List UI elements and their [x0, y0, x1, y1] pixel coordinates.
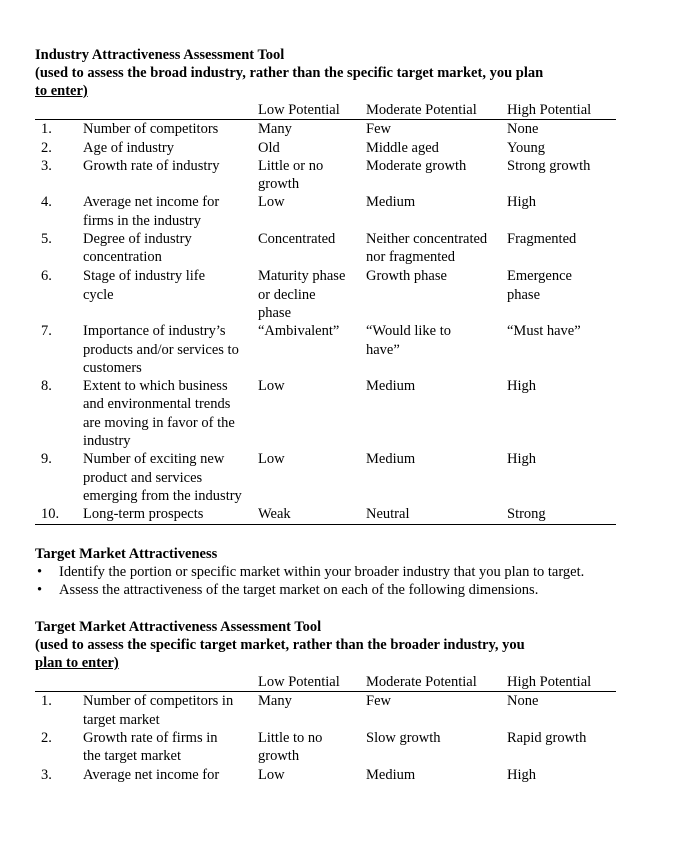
row-moderate: Neither concentrated nor fragmented	[366, 231, 488, 266]
row-low: Concentrated	[258, 231, 336, 248]
list-item: • Assess the attractiveness of the target market on each of the following dimensions.	[59, 581, 610, 599]
table-row	[35, 157, 616, 194]
row-high: “Must have”	[507, 323, 581, 340]
header-moderate-potential: Moderate Potential	[366, 101, 507, 120]
row-number: 1.	[41, 693, 52, 710]
table-row	[35, 505, 616, 524]
row-moderate: Few	[366, 121, 391, 138]
row-moderate: Medium	[366, 766, 416, 783]
row-moderate: Few	[366, 693, 391, 710]
row-high: High	[507, 378, 536, 395]
row-low: Low	[258, 378, 285, 395]
row-high: Strong	[507, 505, 616, 524]
header-high-potential: High Potential	[507, 673, 616, 692]
row-number: 3.	[41, 157, 52, 174]
row-low: Many	[258, 121, 292, 138]
row-moderate: Moderate growth	[366, 157, 467, 174]
table-row	[35, 377, 616, 450]
row-low: Low	[258, 194, 285, 211]
row-number: 7.	[41, 323, 52, 340]
row-high: Emergence phase	[507, 268, 572, 303]
table-row	[35, 120, 616, 139]
row-moderate: Growth phase	[366, 268, 447, 285]
row-criterion: Stage of industry life cycle	[83, 268, 206, 303]
row-number: 9.	[41, 451, 52, 468]
row-number: 6.	[41, 268, 52, 285]
row-low: Little or no growth	[258, 157, 324, 193]
row-criterion: Number of exciting new product and services emerging from the industry	[83, 451, 242, 504]
row-criterion: Extent to which business and environmental trends are moving in favor of the industry	[83, 378, 235, 450]
table-row	[35, 450, 616, 505]
row-low: Maturity phase or decline phase	[258, 268, 346, 321]
row-high: Rapid growth	[507, 730, 587, 747]
row-low: Low	[258, 766, 285, 783]
row-moderate: Medium	[366, 194, 416, 211]
row-criterion: Average net income for	[83, 766, 220, 783]
table-row	[35, 322, 616, 377]
list-item: • Identify the portion or specific market within your broader industry that you plan to target.	[59, 563, 610, 581]
row-number: 10.	[35, 505, 83, 524]
table-row	[35, 766, 616, 784]
tool2-subtitle-line2: plan to enter)	[35, 655, 119, 672]
target-section-bullets	[35, 563, 610, 600]
tool1-title: Industry Attractiveness Assessment Tool	[35, 47, 285, 63]
row-low: Weak	[258, 505, 366, 524]
row-high: High	[507, 451, 536, 468]
tool1-subtitle-line2: to enter)	[35, 83, 88, 99]
row-low: Old	[258, 139, 280, 156]
row-number: 8.	[41, 378, 52, 395]
header-high-potential: High Potential	[507, 101, 616, 120]
row-moderate: Middle aged	[366, 139, 439, 156]
header-moderate-potential: Moderate Potential	[366, 673, 507, 692]
row-moderate: Neutral	[366, 505, 507, 524]
row-number: 3.	[41, 766, 52, 783]
row-high: High	[507, 766, 536, 783]
row-moderate: Medium	[366, 378, 416, 395]
target-market-assessment-table	[35, 673, 616, 784]
table-header-row	[35, 673, 616, 692]
row-number: 4.	[41, 194, 52, 211]
tool2-title: Target Market Attractiveness Assessment Tool	[35, 619, 322, 636]
industry-assessment-table	[35, 101, 616, 525]
tool2-subtitle-line1: (used to assess the specific target market, rather than the broader industry, you	[35, 637, 525, 654]
row-number: 1.	[41, 121, 52, 138]
row-criterion: Number of competitors	[83, 121, 219, 138]
row-criterion: Number of competitors in target market	[83, 693, 234, 728]
row-number: 5.	[41, 231, 52, 248]
row-moderate: “Would like to have”	[366, 323, 452, 358]
row-moderate: Medium	[366, 451, 416, 468]
table-row	[35, 193, 616, 230]
row-low: Little to no growth	[258, 730, 323, 765]
row-low: Low	[258, 451, 285, 468]
row-criterion: Average net income for firms in the industry	[83, 194, 220, 229]
table-row	[35, 230, 616, 267]
row-high: Young	[507, 139, 546, 156]
row-criterion: Long-term prospects	[83, 505, 258, 524]
row-high: None	[507, 121, 539, 138]
row-number: 2.	[41, 730, 52, 747]
table-row	[35, 692, 616, 729]
row-low: Many	[258, 693, 292, 710]
row-high: Strong growth	[507, 157, 591, 174]
table-header-row	[35, 101, 616, 120]
header-low-potential: Low Potential	[258, 101, 366, 120]
table-row	[35, 729, 616, 766]
row-criterion: Growth rate of industry	[83, 157, 220, 174]
document-page	[35, 46, 610, 784]
row-criterion: Importance of industry’s products and/or services to customers	[83, 323, 239, 376]
table-row	[35, 267, 616, 322]
header-low-potential: Low Potential	[258, 673, 366, 692]
row-criterion: Age of industry	[83, 139, 175, 156]
row-number: 2.	[41, 139, 52, 156]
row-high: Fragmented	[507, 231, 577, 248]
row-moderate: Slow growth	[366, 730, 441, 747]
table-row	[35, 139, 616, 157]
row-criterion: Growth rate of firms in the target market	[83, 730, 218, 765]
row-low: “Ambivalent”	[258, 323, 340, 340]
row-high: High	[507, 194, 536, 211]
tool1-subtitle-line1: (used to assess the broad industry, rather than the specific target market, you plan	[35, 65, 544, 81]
row-high: None	[507, 693, 539, 710]
target-section-title: Target Market Attractiveness	[35, 545, 218, 562]
row-criterion: Degree of industry concentration	[83, 231, 192, 266]
